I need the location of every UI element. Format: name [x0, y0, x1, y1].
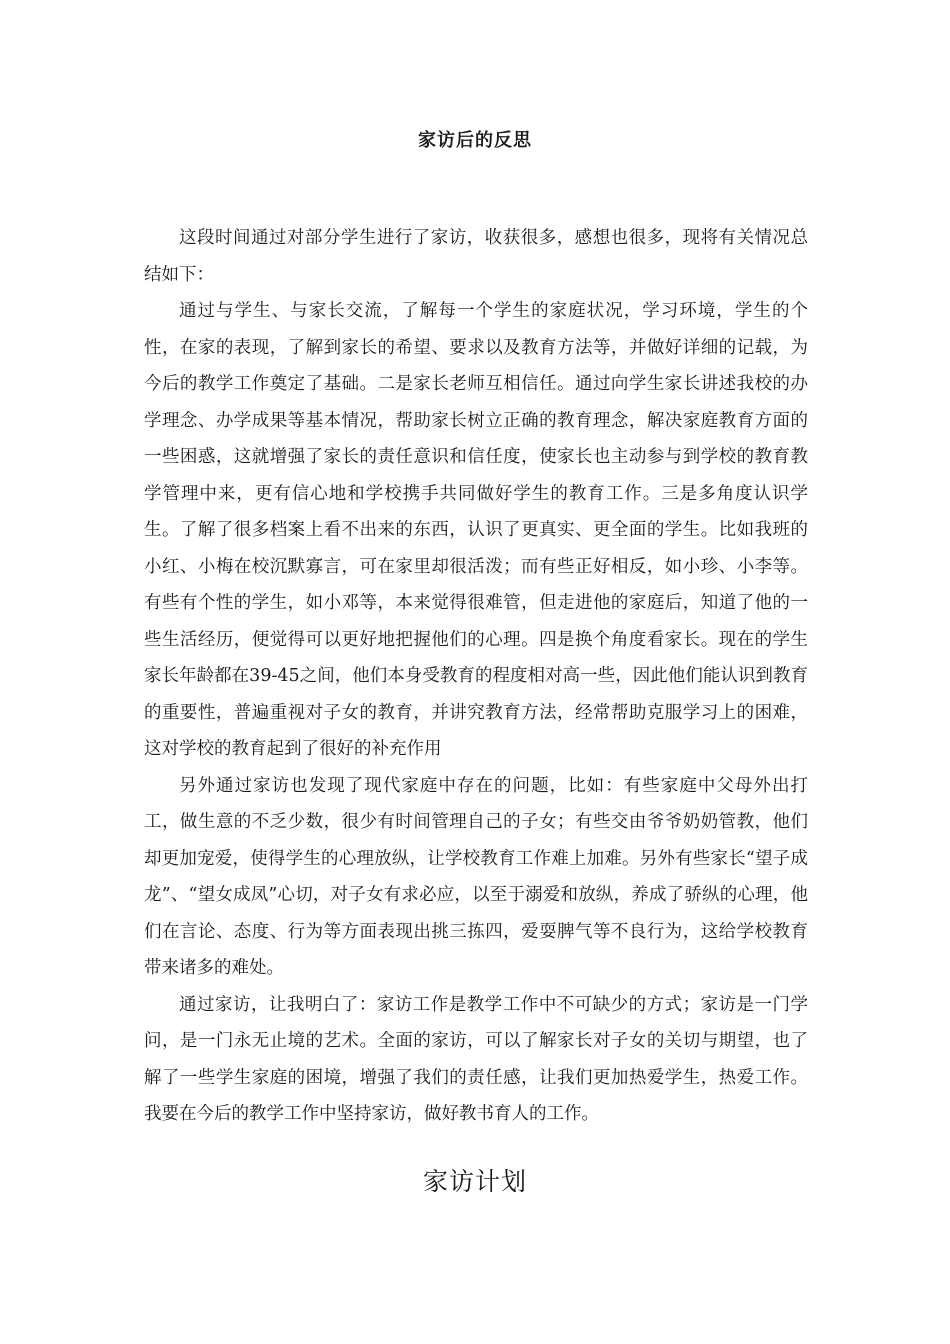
next-section-title: 家访计划: [422, 1167, 527, 1196]
paragraph-findings: 通过与学生、与家长交流，了解每一个学生的家庭状况，学习环境，学生的个性，在家的表现，了解到家长的希望、要求以及教育方法等，并做好详细的记载，为今后的教学工作奠定了基础。二是家长老师互相信任。通过向学生家长讲述我校的办学理念、办学成果等基本情况，帮助家长树立正确的教育理念，解决家庭教育方面的一些困惑，这就增强了家长的责任意识和信任度，使家长也主动参与到学校的教育教学管理中来，更有信心地和学校携手共同做好学生的教育工作。三是多角度认识学生。了解了很多档案上看不出来的东西，认识了更真实、更全面的学生。比如我班的小红、小梅在校沉默寡言，可在家里却很活泼；而有些正好相反，如小珍、小李等。有些有个性的学生，如小邓等，本来觉得很难管，但走进他的家庭后，知道了他的一些生活经历，便觉得可以更好地把握他们的心理。四是换个角度看家长。现在的学生家长年龄都在39-45之间，他们本身受教育的程度相对高一些，因此他们能认识到教育的重要性，普遍重视对子女的教育，并讲究教育方法，经常帮助克服学习上的困难，这对学校的教育起到了很好的补充作用: [144, 301, 808, 759]
document-title: 家访后的反思: [418, 130, 532, 151]
paragraph-conclusion: 通过家访，让我明白了：家访工作是教学工作中不可缺少的方式；家访是一门学问，是一门永无止境的艺术。全面的家访，可以了解家长对子女的关切与期望，也了解了一些学生家庭的困境，增强了我们的责任感，让我们更加热爱学生，热爱工作。我要在今后的教学工作中坚持家访，做好教书育人的工作。: [144, 994, 808, 1124]
document-body: [144, 220, 808, 1133]
paragraph-problems: 另外通过家访也发现了现代家庭中存在的问题，比如：有些家庭中父母外出打工，做生意的不乏少数，很少有时间管理自己的子女；有些交由爷爷奶奶管教，他们却更加宠爱，使得学生的心理放纵，让学校教育工作难上加难。另外有些家长“望子成龙”、“望女成凤”心切，对子女有求必应，以至于溺爱和放纵，养成了骄纵的心理，他们在言论、态度、行为等方面表现出挑三拣四，爱耍脾气等不良行为，这给学校教育带来诸多的难处。: [144, 775, 808, 978]
paragraph-intro: 这段时间通过对部分学生进行了家访，收获很多，感想也很多，现将有关情况总结如下：: [144, 228, 808, 285]
